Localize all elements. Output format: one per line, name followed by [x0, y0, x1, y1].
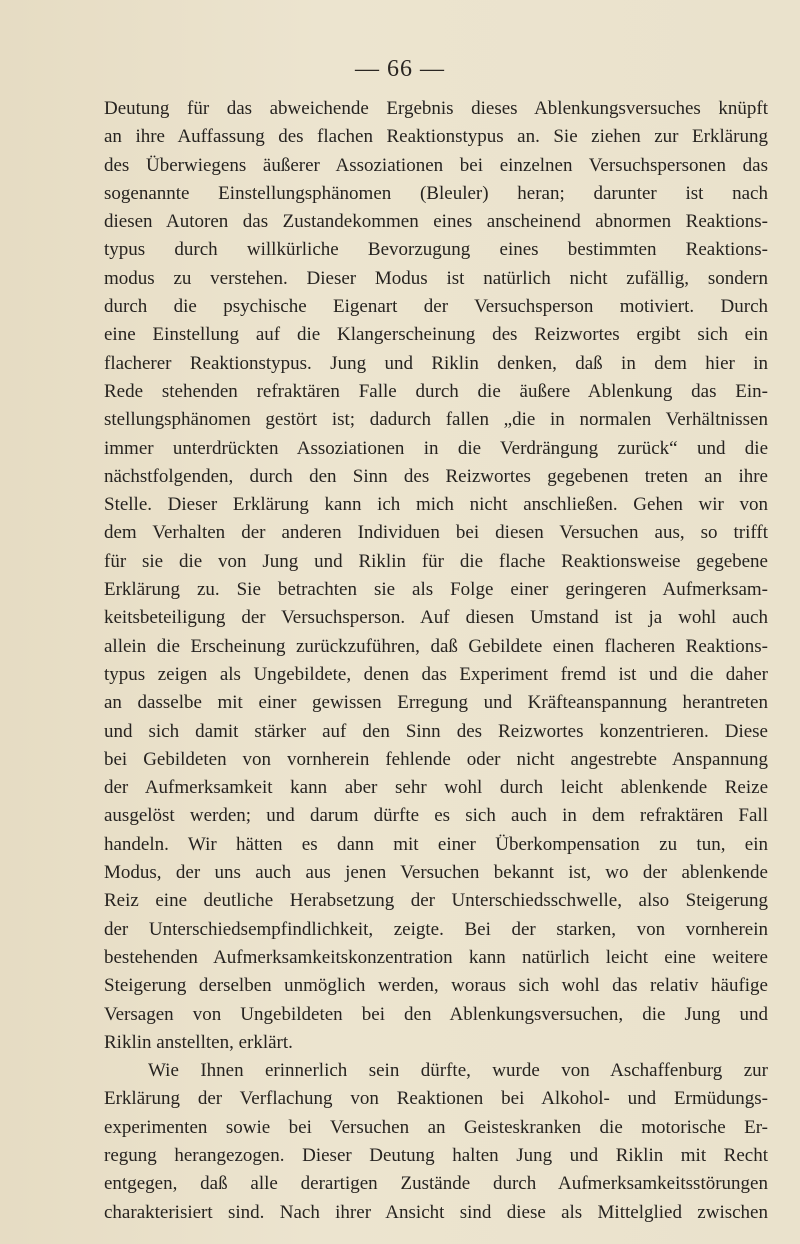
text-line: modus zu verstehen. Dieser Modus ist natürlich nicht zufällig, sondern: [104, 267, 768, 289]
text-line: Erklärung zu. Sie betrachten sie als Folge einer geringeren Aufmerksam-: [104, 579, 768, 601]
body-text: [104, 95, 768, 1227]
text-line: Rede stehenden refraktären Falle durch die äußere Ablenkung das Ein-: [104, 380, 768, 402]
text-line: sogenannte Einstellungsphänomen (Bleuler) heran; darunter ist nach: [104, 182, 768, 204]
text-line: Riklin anstellten, erklärt.: [104, 1031, 293, 1053]
text-line: Deutung für das abweichende Ergebnis dieses Ablenkungsversuches knüpft: [104, 98, 768, 119]
text-line: bestehenden Aufmerksamkeitskonzentration kann natürlich leicht eine weitere: [104, 946, 768, 968]
text-line: der Aufmerksamkeit kann aber sehr wohl durch leicht ablenkende Reize: [104, 777, 768, 799]
page-number: — 66 —: [355, 56, 445, 82]
text-line: diesen Autoren das Zustandekommen eines anscheinend abnormen Reaktions-: [104, 211, 768, 233]
text-line: Wie Ihnen erinnerlich sein dürfte, wurde von Aschaffenburg zur: [148, 1060, 768, 1082]
text-line: entgegen, daß alle derartigen Zustände durch Aufmerksamkeitsstörungen: [104, 1173, 768, 1195]
text-line: keitsbeteiligung der Versuchsperson. Auf diesen Umstand ist ja wohl auch: [104, 607, 768, 629]
text-line: und sich damit stärker auf den Sinn des Reizwortes konzentrieren. Diese: [104, 720, 768, 742]
text-line: typus zeigen als Ungebildete, denen das Experiment fremd ist und die daher: [104, 663, 768, 685]
text-line: regung herangezogen. Dieser Deutung halten Jung und Riklin mit Recht: [104, 1144, 768, 1166]
text-line: charakterisiert sind. Nach ihrer Ansicht sind diese als Mittelglied zwischen: [104, 1201, 768, 1223]
text-line: immer unterdrückten Assoziationen in die Verdrängung zurück“ und die: [104, 437, 768, 459]
text-line: experimenten sowie bei Versuchen an Geisteskranken die motorische Er-: [104, 1116, 768, 1138]
text-line: nächstfolgenden, durch den Sinn des Reizwortes gegebenen treten an ihre: [104, 465, 768, 487]
text-line: des Überwiegens äußerer Assoziationen bei einzelnen Versuchspersonen das: [104, 154, 768, 176]
text-line: ausgelöst werden; und darum dürfte es sich auch in dem refraktären Fall: [104, 805, 768, 827]
text-line: Reiz eine deutliche Herabsetzung der Unterschiedsschwelle, also Steigerung: [104, 890, 768, 912]
text-line: für sie die von Jung und Riklin für die flache Reaktionsweise gegebene: [104, 550, 768, 572]
text-line: Modus, der uns auch aus jenen Versuchen bekannt ist, wo der ablenkende: [104, 862, 768, 884]
text-line: Stelle. Dieser Erklärung kann ich mich nicht anschließen. Gehen wir von: [104, 494, 768, 516]
text-line: bei Gebildeten von vornherein fehlende oder nicht angestrebte Anspannung: [104, 748, 768, 770]
text-line: typus durch willkürliche Bevorzugung eines bestimmten Reaktions-: [104, 239, 768, 261]
text-line: an dasselbe mit einer gewissen Erregung und Kräfteanspannung herantreten: [104, 692, 768, 714]
text-line: Erklärung der Verflachung von Reaktionen bei Alkohol- und Ermüdungs-: [104, 1088, 768, 1110]
text-line: dem Verhalten der anderen Individuen bei diesen Versuchen aus, so trifft: [104, 522, 768, 544]
text-line: handeln. Wir hätten es dann mit einer Überkompensation zu tun, ein: [104, 833, 768, 855]
text-line: flacherer Reaktionstypus. Jung und Riklin denken, daß in dem hier in: [104, 352, 768, 374]
text-line: eine Einstellung auf die Klangerscheinung des Reizwortes ergibt sich ein: [104, 324, 768, 346]
text-line: Versagen von Ungebildeten bei den Ablenkungsversuchen, die Jung und: [104, 1003, 768, 1025]
text-line: durch die psychische Eigenart der Versuchsperson motiviert. Durch: [104, 296, 768, 318]
text-line: Steigerung derselben unmöglich werden, woraus sich wohl das relativ häufige: [104, 975, 768, 997]
text-line: allein die Erscheinung zurückzuführen, daß Gebildete einen flacheren Reaktions-: [104, 635, 768, 657]
text-line: an ihre Auffassung des flachen Reaktionstypus an. Sie ziehen zur Erklärung: [104, 126, 768, 148]
text-line: stellungsphänomen gestört ist; dadurch fallen „die in normalen Verhältnissen: [104, 409, 768, 431]
text-line: der Unterschiedsempfindlichkeit, zeigte. Bei der starken, von vornherein: [104, 918, 768, 940]
